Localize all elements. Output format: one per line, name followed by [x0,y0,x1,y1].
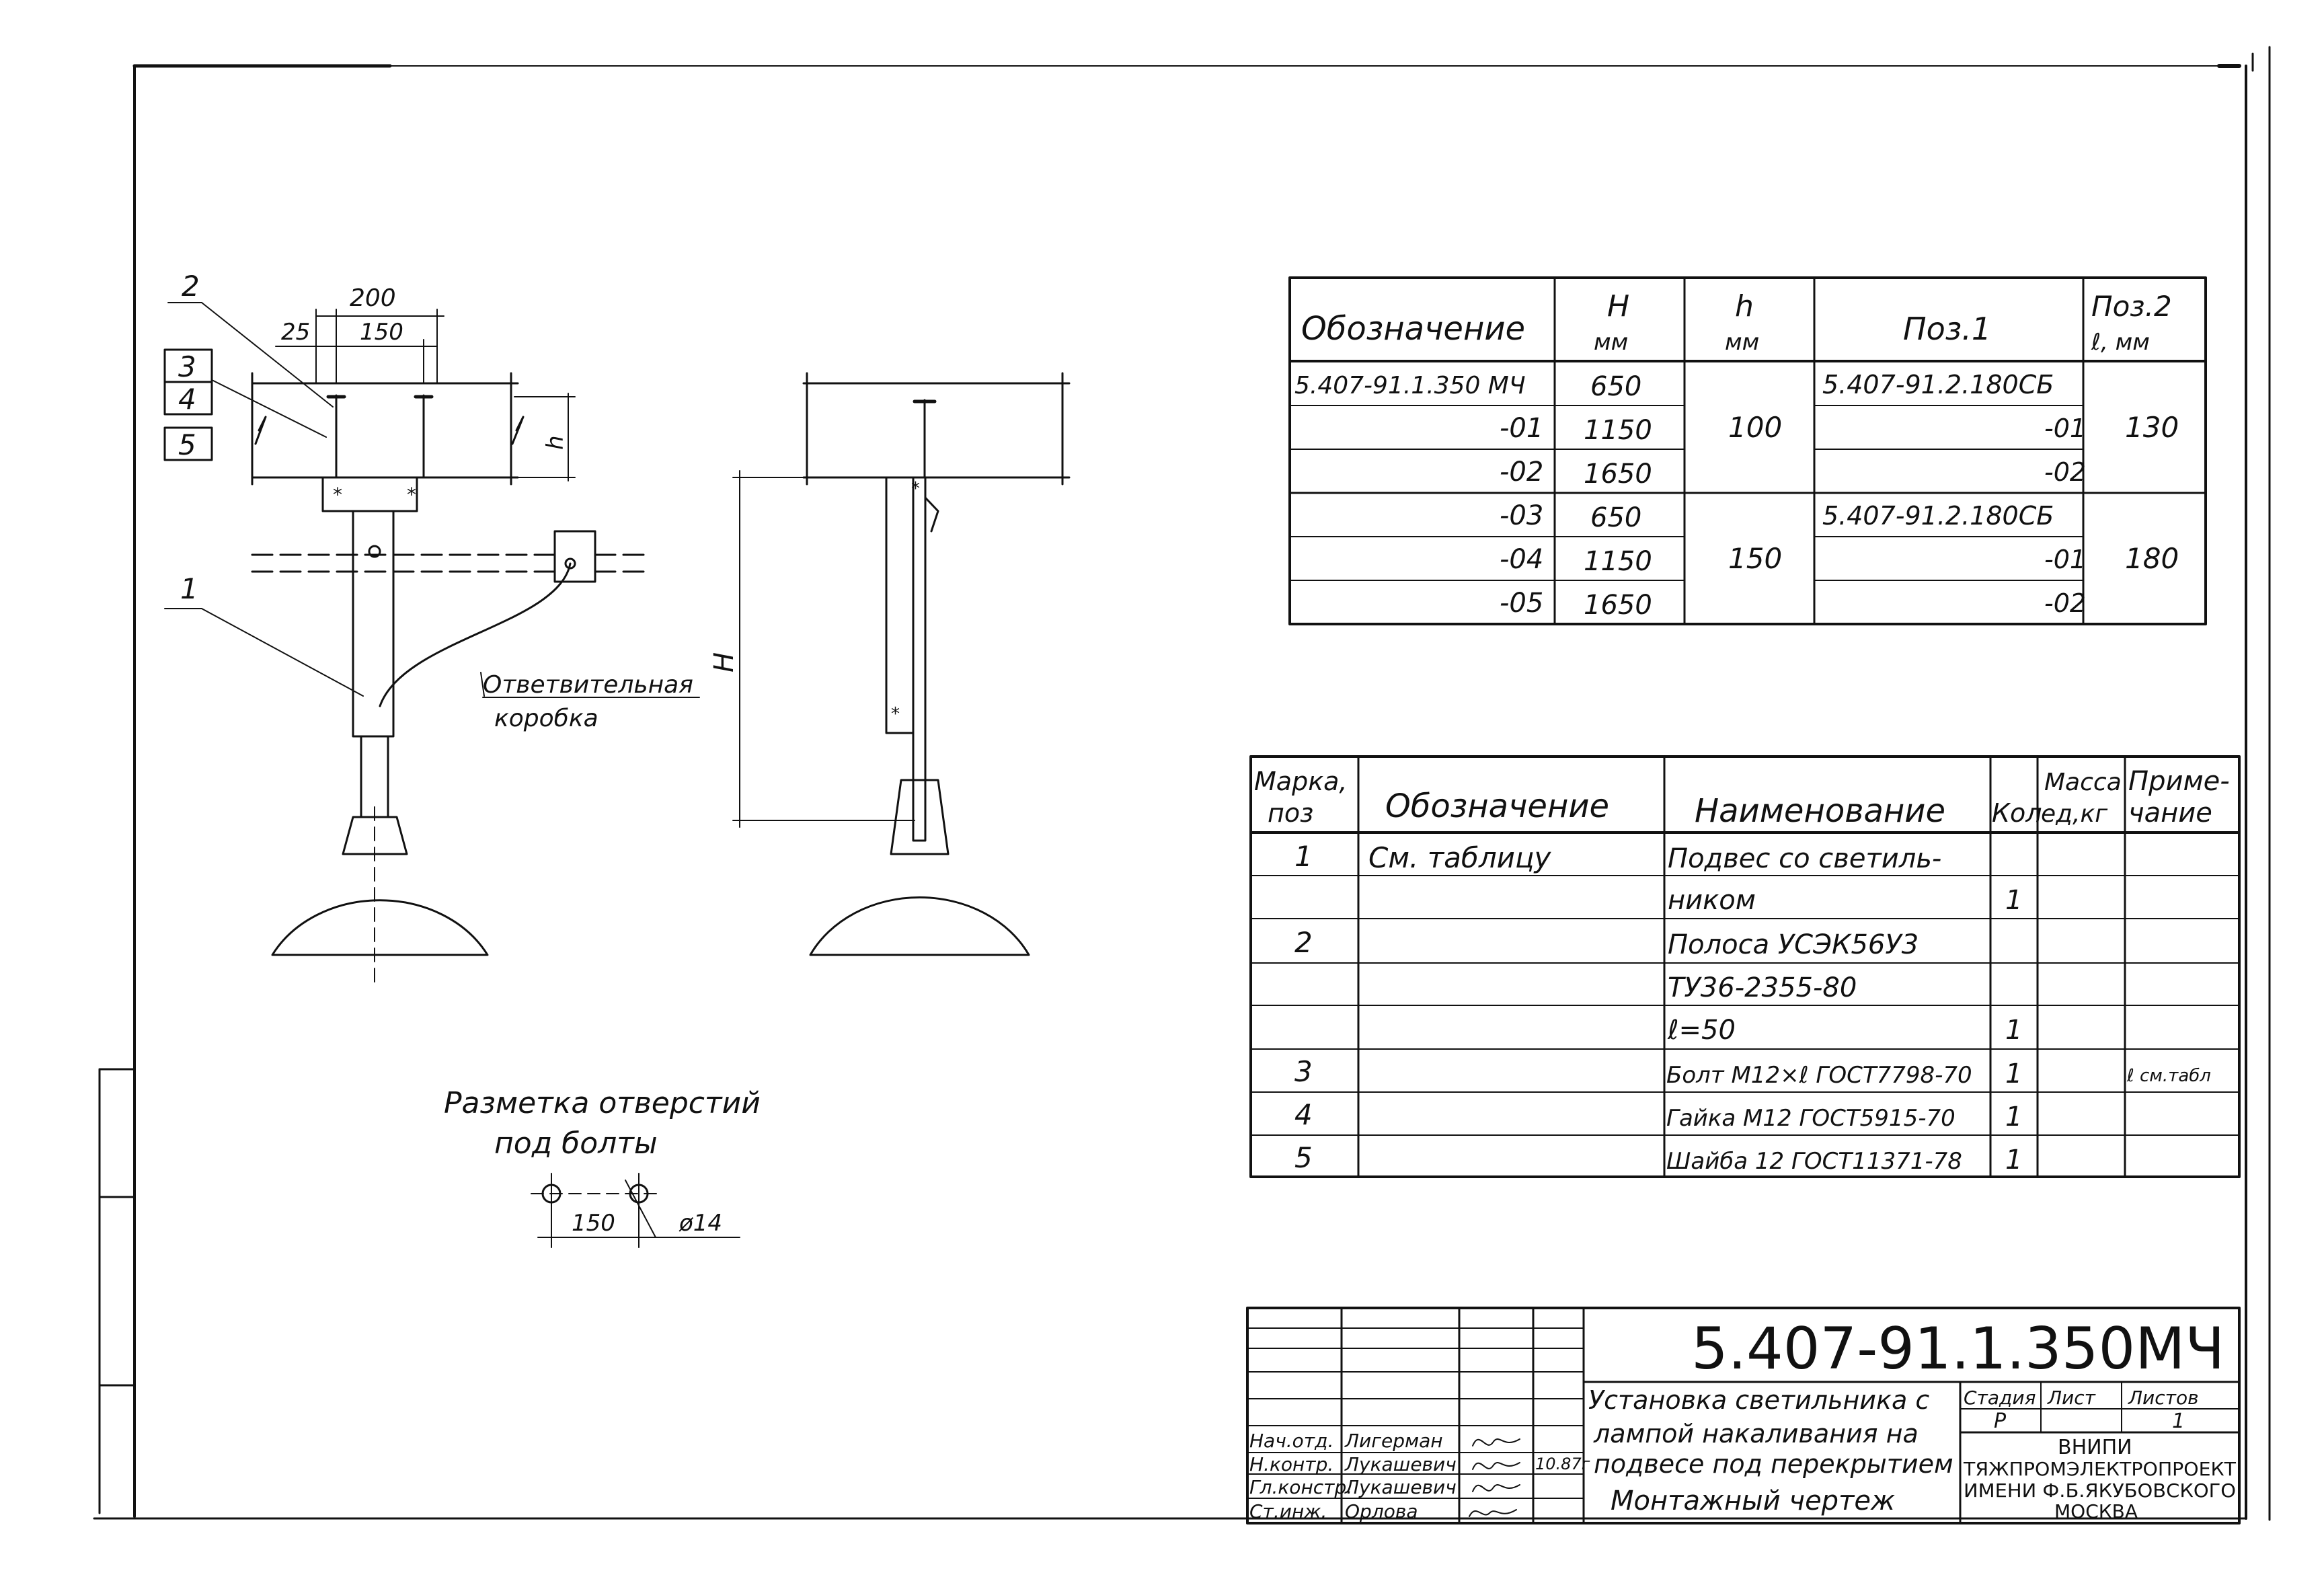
vt-header-pos1: Поз.1 [1903,311,1992,347]
sig-name-3: Орлова [1345,1500,1418,1522]
branch-box-label-1: Ответвительная [483,671,693,699]
vt-row-1-H: 1150 [1584,415,1652,446]
st-row-5-qty: 1 [2005,1058,2023,1089]
vt-h-150: 150 [1728,542,1783,575]
holes-markup [444,1086,761,1247]
sheets-value: 1 [2172,1410,2185,1433]
vt-pos1-1: -01 [2044,414,2087,443]
holes-dim-150: 150 [572,1210,615,1237]
st-row-2-name: Полоса УСЭК56У3 [1668,929,1919,960]
svg-text:*: * [911,479,920,499]
st-row-4-qty: 1 [2005,1015,2023,1046]
holes-title-2: под болты [494,1126,658,1161]
org-line-4: МОСКВА [2054,1500,2138,1522]
vt-row-3-designation: -03 [1500,500,1544,531]
st-header-mark-1: Марка, [1254,767,1348,796]
dim-25: 25 [281,319,311,346]
dim-200: 200 [350,284,396,312]
svg-text:*: * [407,484,416,506]
vt-row-1-designation: -01 [1500,413,1544,444]
title-line-3: подвесе под перекрытием [1594,1449,1953,1479]
vt-row-0-H: 650 [1590,371,1642,402]
st-row-7-qty: 1 [2005,1145,2023,1175]
vt-header-h-unit: мм [1725,329,1760,356]
holes-title-1: Разметка отверстий [444,1086,761,1120]
branch-box-label-2: коробка [494,705,598,732]
stage-label: Стадия [1964,1387,2036,1409]
sheet-label: Лист [2048,1387,2095,1409]
vt-pos1-2: -02 [2044,457,2087,487]
st-row-0-name: Подвес со светиль- [1668,843,1942,874]
pos-2-label: 2 [182,270,200,303]
st-row-1-name: ником [1668,885,1756,916]
signature-0 [1473,1439,1520,1446]
st-row-6-name: Гайка М12 ГОСТ5915-70 [1666,1105,1955,1132]
sig-role-0: Нач.отд. [1249,1430,1334,1452]
holes-dim-dia: ø14 [679,1210,723,1237]
st-row-6-qty: 1 [2005,1102,2023,1132]
pos-5-label: 5 [178,428,196,461]
st-header-name: Наименование [1695,792,1946,830]
vt-row-5-designation: -05 [1500,588,1544,619]
vt-row-0-designation: 5.407-91.1.350 МЧ [1294,372,1526,399]
sig-role-3: Ст.инж. [1249,1500,1327,1522]
vt-row-2-H: 1650 [1584,459,1652,490]
sheet-frame [94,47,2270,1520]
dim-h: h [542,435,569,450]
pos-1-label: 1 [180,572,198,605]
sheets-label: Листов [2128,1387,2199,1409]
vt-pos2-130: 130 [2125,411,2179,444]
sig-role-2: Гл.констр. [1249,1476,1353,1498]
vt-pos1-0: 5.407-91.2.180СБ [1822,370,2054,399]
title-block [1247,1308,2239,1523]
st-header-designation: Обозначение [1385,787,1610,825]
st-row-5-mark: 3 [1294,1055,1313,1088]
org-line-1: ВНИПИ [2058,1436,2132,1459]
st-row-5-note: ℓ см.табл [2127,1066,2211,1086]
st-row-0-designation: См. таблицу [1368,841,1551,874]
title-line-4: Монтажный чертеж [1611,1485,1896,1516]
st-row-4-name: ℓ=50 [1668,1015,1736,1046]
vt-row-4-H: 1150 [1584,546,1652,577]
vt-header-H: H [1607,289,1630,323]
st-row-3-name: ТУ36-2355-80 [1668,972,1857,1003]
vt-header-h: h [1735,289,1754,323]
signature-1 [1473,1463,1520,1469]
st-row-5-name: Болт М12×ℓ ГОСТ7798-70 [1666,1062,1972,1089]
signature-3 [1469,1510,1516,1516]
st-row-6-mark: 4 [1294,1098,1313,1131]
front-view [165,270,699,982]
dim-H: H [709,652,740,672]
variants-table [1290,278,2206,624]
st-header-note-2: чание [2128,798,2212,828]
st-row-7-mark: 5 [1294,1141,1313,1174]
dim-150: 150 [360,319,403,346]
vt-header-H-unit: мм [1594,329,1629,356]
vt-header-pos2-unit: ℓ, мм [2091,329,2150,356]
vt-pos1-3: 5.407-91.2.180СБ [1822,501,2054,531]
vt-pos1-4: -01 [2044,545,2087,574]
stage-value: Р [1994,1410,2007,1433]
signature-2 [1473,1485,1520,1492]
vt-row-2-designation: -02 [1500,457,1544,488]
st-header-mass-1: Масса [2044,769,2122,796]
pos-3-label: 3 [178,350,196,383]
sig-name-2: Лукашевич [1345,1476,1457,1498]
drawing-code: 5.407-91.1.350МЧ [1691,1315,2225,1383]
title-line-1: Установка светильника с [1588,1385,1930,1415]
vt-pos1-5: -02 [2044,588,2087,618]
pos-4-label: 4 [178,383,196,416]
svg-text:*: * [891,704,900,724]
vt-h-100: 100 [1728,411,1783,444]
title-line-2: лампой накаливания на [1594,1419,1919,1449]
org-line-3: ИМЕНИ Ф.Б.ЯКУБОВСКОГО [1964,1479,2236,1502]
st-row-7-name: Шайба 12 ГОСТ11371-78 [1666,1148,1962,1175]
vt-row-5-H: 1650 [1584,590,1652,621]
vt-row-4-designation: -04 [1500,544,1544,575]
st-header-note-1: Приме- [2128,766,2230,797]
vt-pos2-180: 180 [2125,542,2179,575]
sig-date-1: 10.87г [1535,1455,1590,1473]
sig-role-1: Н.контр. [1249,1453,1334,1475]
vt-row-3-H: 650 [1590,502,1642,533]
spec-table [1251,757,2239,1177]
vt-header-pos2: Поз.2 [2091,290,2172,323]
vt-header-designation: Обозначение [1301,310,1526,348]
st-header-mark-2: поз [1268,798,1314,828]
st-header-qty: Кол [1992,798,2042,828]
st-row-2-mark: 2 [1294,926,1313,959]
st-row-1-qty: 1 [2005,885,2023,916]
sig-name-1: Лукашевич [1345,1453,1457,1475]
st-row-0-mark: 1 [1294,840,1313,873]
svg-text:*: * [333,484,342,506]
st-header-mass-2: ед,кг [2041,800,2108,828]
sig-name-0: Лигерман [1345,1430,1443,1452]
org-line-2: ТЯЖПРОМЭЛЕКТРОПРОЕКТ [1962,1458,2237,1480]
side-view [709,373,1069,955]
